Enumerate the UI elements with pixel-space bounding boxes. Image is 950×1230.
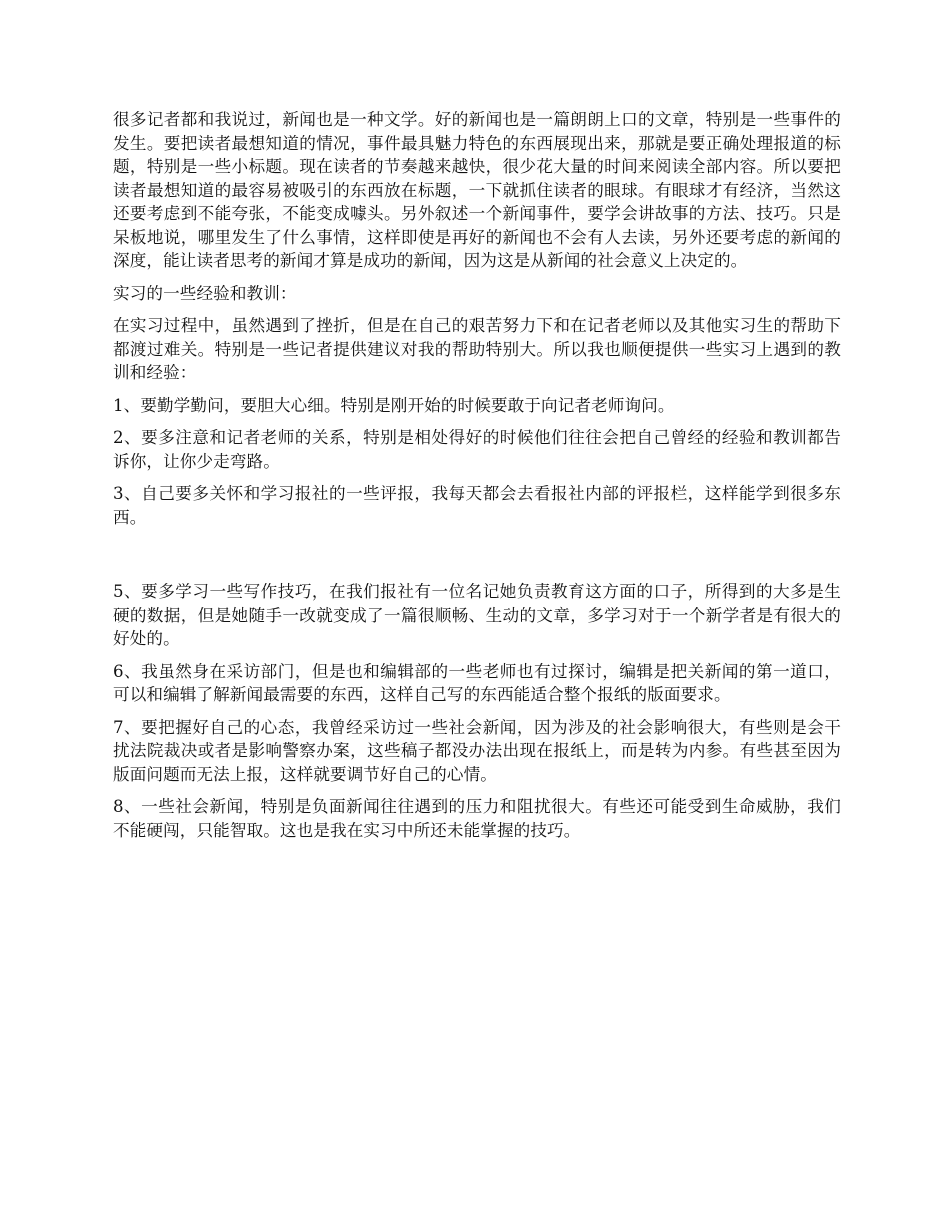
paragraph-news-as-literature: 很多记者都和我说过，新闻也是一种文学。好的新闻也是一篇朗朗上口的文章，特别是一些事件的发生。要把读者最想知道的情况，事件最具魅力特色的东西展现出来，那就是要正确处理报道的标题，特别是一些小标题。现在读者的节奏越来越快，很少花大量的时间来阅读全部内容。所以要把读者最想知道的最容易被吸引的东西放在标题，一下就抓住读者的眼球。有眼球才有经济，当然这还要考虑到不能夸张，不能变成噱头。另外叙述一个新闻事件，要学会讲故事的方法、技巧。只是呆板地说，哪里发生了什么事情，这样即使是再好的新闻也不会有人去读，另外还要考虑的新闻的深度，能让读者思考的新闻才算是成功的新闻，因为这是从新闻的社会意义上决定的。 (113, 110, 841, 270)
list-item-7: 7、要把握好自己的心态，我曾经采访过一些社会新闻，因为涉及的社会影响很大，有些则是会干扰法院裁决或者是影响警察办案，这些稿子都没办法出现在报纸上，而是转为内参。有些甚至因为版面问题而无法上报，这样就要调节好自己的心情。 (113, 717, 841, 784)
list-item-5: 5、要多学习一些写作技巧，在我们报社有一位名记她负责教育这方面的口子，所得到的大多是生硬的数据，但是她随手一改就变成了一篇很顺畅、生动的文章，多学习对于一个新学者是有很大的好处的。 (113, 582, 841, 648)
list-item-3: 3、自己要多关怀和学习报社的一些评报，我每天都会去看报社内部的评报栏，这样能学到很多东西。 (113, 484, 841, 527)
section-heading-experience: 实习的一些经验和教训： (113, 283, 297, 303)
blank-gap (113, 538, 841, 580)
list-item-1: 1、要勤学勤问，要胆大心细。特别是刚开始的时候要敢于向记者老师询问。 (113, 395, 675, 415)
list-item-8: 8、一些社会新闻，特别是负面新闻往往遇到的压力和阻扰很大。有些还可能受到生命威胁，我们不能硬闯，只能智取。这也是我在实习中所还未能掌握的技巧。 (113, 797, 841, 840)
document-page (113, 108, 841, 851)
list-item-6: 6、我虽然身在采访部门，但是也和编辑部的一些老师也有过探讨，编辑是把关新闻的第一道口，可以和编辑了解新闻最需要的东西，这样自己写的东西能适合整个报纸的版面要求。 (113, 661, 841, 704)
list-item-2: 2、要多注意和记者老师的关系，特别是相处得好的时候他们往往会把自己曾经的经验和教训都告诉你，让你少走弯路。 (113, 428, 841, 471)
paragraph-internship-intro: 在实习过程中，虽然遇到了挫折，但是在自己的艰苦努力下和在记者老师以及其他实习生的帮助下都渡过难关。特别是一些记者提供建议对我的帮助特别大。所以我也顺便提供一些实习上遇到的教训和经验： (113, 316, 841, 382)
